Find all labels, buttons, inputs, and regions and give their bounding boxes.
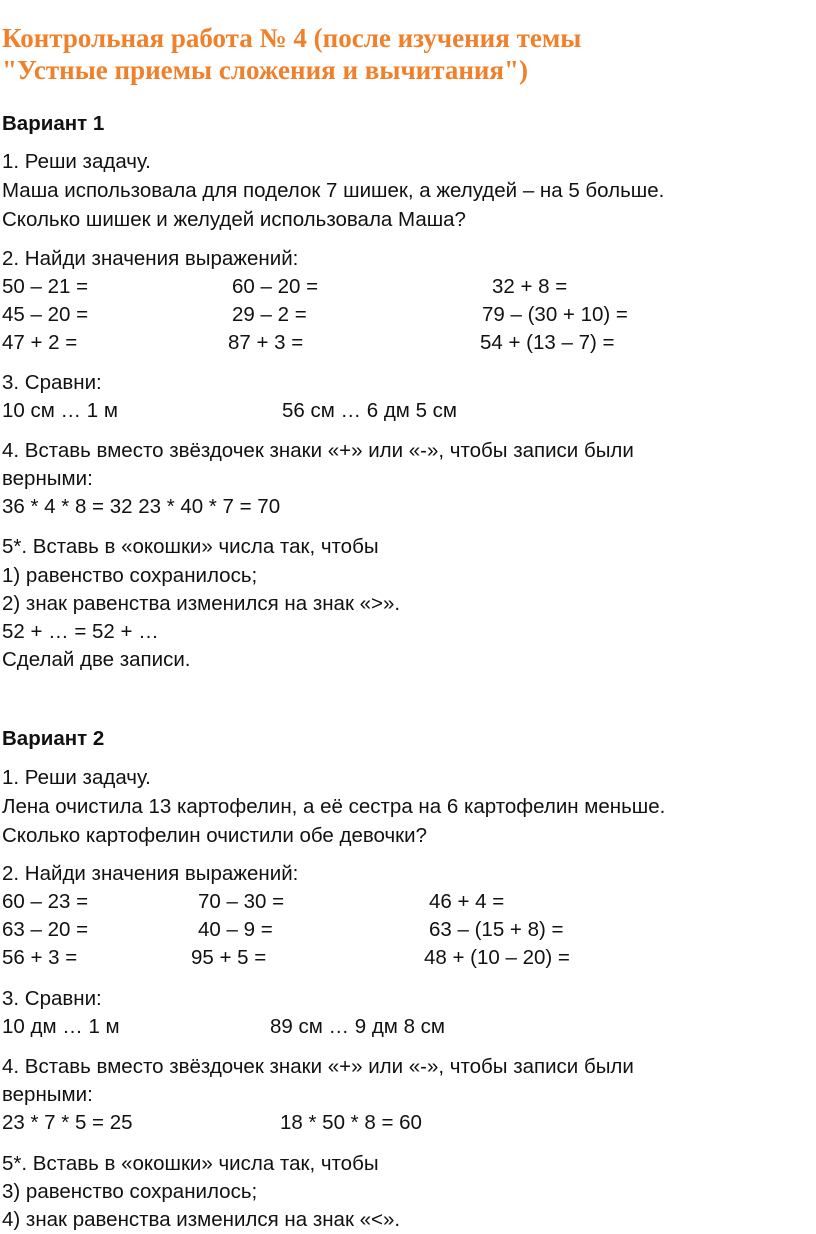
v1-expression: 32 + 8 =	[492, 275, 568, 298]
v1-expression: 87 + 3 =	[228, 331, 304, 354]
v2-expression: 70 – 30 =	[198, 890, 285, 913]
v2-expression: 56 + 3 =	[2, 946, 78, 969]
v2-task3-label: 3. Сравни:	[2, 987, 102, 1010]
v1-task5-line: 52 + … = 52 + …	[2, 620, 159, 643]
v1-expression: 54 + (13 – 7) =	[480, 331, 615, 354]
v2-expression: 60 – 23 =	[2, 890, 89, 913]
v1-task2-label: 2. Найди значения выражений:	[2, 247, 299, 270]
v1-task4-item: 36 * 4 * 8 = 32 23 * 40 * 7 = 70	[2, 495, 281, 518]
v2-expression: 46 + 4 =	[429, 890, 505, 913]
v2-expression: 63 – 20 =	[2, 918, 89, 941]
v2-task1-text-line1: Лена очистила 13 картофелин, а её сестра на 6 картофелин меньше.	[2, 795, 666, 818]
v2-task4-line1: 4. Вставь вместо звёздочек знаки «+» или «-», чтобы записи были	[2, 1055, 634, 1078]
v1-expression: 45 – 20 =	[2, 303, 89, 326]
title-line-2: "Устные приемы сложения и вычитания")	[2, 55, 529, 85]
v1-expression: 29 – 2 =	[232, 303, 307, 326]
v2-task1-label: 1. Реши задачу.	[2, 766, 151, 789]
v1-task1-text-line1: Маша использовала для поделок 7 шишек, а желудей – на 5 больше.	[2, 179, 665, 202]
v2-task4-line2: верными:	[2, 1083, 93, 1106]
v1-task1-label: 1. Реши задачу.	[2, 150, 151, 173]
v2-task4-item: 23 * 7 * 5 = 25	[2, 1111, 133, 1134]
v2-compare-item: 10 дм … 1 м	[2, 1015, 120, 1038]
v2-task5-line: 3) равенство сохранилось;	[2, 1180, 258, 1203]
v2-expression: 63 – (15 + 8) =	[429, 918, 564, 941]
variant-2-heading: Вариант 2	[2, 727, 105, 750]
v1-task4-line1: 4. Вставь вместо звёздочек знаки «+» или «-», чтобы записи были	[2, 439, 634, 462]
v1-compare-item: 56 см … 6 дм 5 см	[282, 399, 458, 422]
v2-expression: 40 – 9 =	[198, 918, 273, 941]
v1-task4-line2: верными:	[2, 467, 93, 490]
v1-task5-line: Сделай две записи.	[2, 648, 191, 671]
variant-1-heading: Вариант 1	[2, 112, 105, 135]
v2-task1-text-line2: Сколько картофелин очистили обе девочки?	[2, 824, 428, 847]
v1-task3-label: 3. Сравни:	[2, 371, 102, 394]
title-line-1: Контрольная работа № 4 (после изучения темы	[2, 23, 582, 53]
v1-task5-line: 2) знак равенства изменился на знак «>».	[2, 592, 401, 615]
document-title	[2, 22, 802, 86]
v2-task2-label: 2. Найди значения выражений:	[2, 862, 299, 885]
v1-task5-line: 5*. Вставь в «окошки» числа так, чтобы	[2, 535, 379, 558]
v1-expression: 50 – 21 =	[2, 275, 89, 298]
v2-task5-line: 4) знак равенства изменился на знак «<».	[2, 1208, 401, 1231]
v2-task4-item: 18 * 50 * 8 = 60	[280, 1111, 422, 1134]
v1-task5-line: 1) равенство сохранилось;	[2, 564, 258, 587]
v1-expression: 79 – (30 + 10) =	[482, 303, 628, 326]
v1-expression: 60 – 20 =	[232, 275, 319, 298]
v2-task5-line: 5*. Вставь в «окошки» числа так, чтобы	[2, 1152, 379, 1175]
v2-expression: 48 + (10 – 20) =	[424, 946, 570, 969]
v2-expression: 95 + 5 =	[191, 946, 267, 969]
v2-compare-item: 89 см … 9 дм 8 см	[270, 1015, 446, 1038]
v1-expression: 47 + 2 =	[2, 331, 78, 354]
v1-compare-item: 10 см … 1 м	[2, 399, 118, 422]
v1-task1-text-line2: Сколько шишек и желудей использовала Маша?	[2, 208, 466, 231]
